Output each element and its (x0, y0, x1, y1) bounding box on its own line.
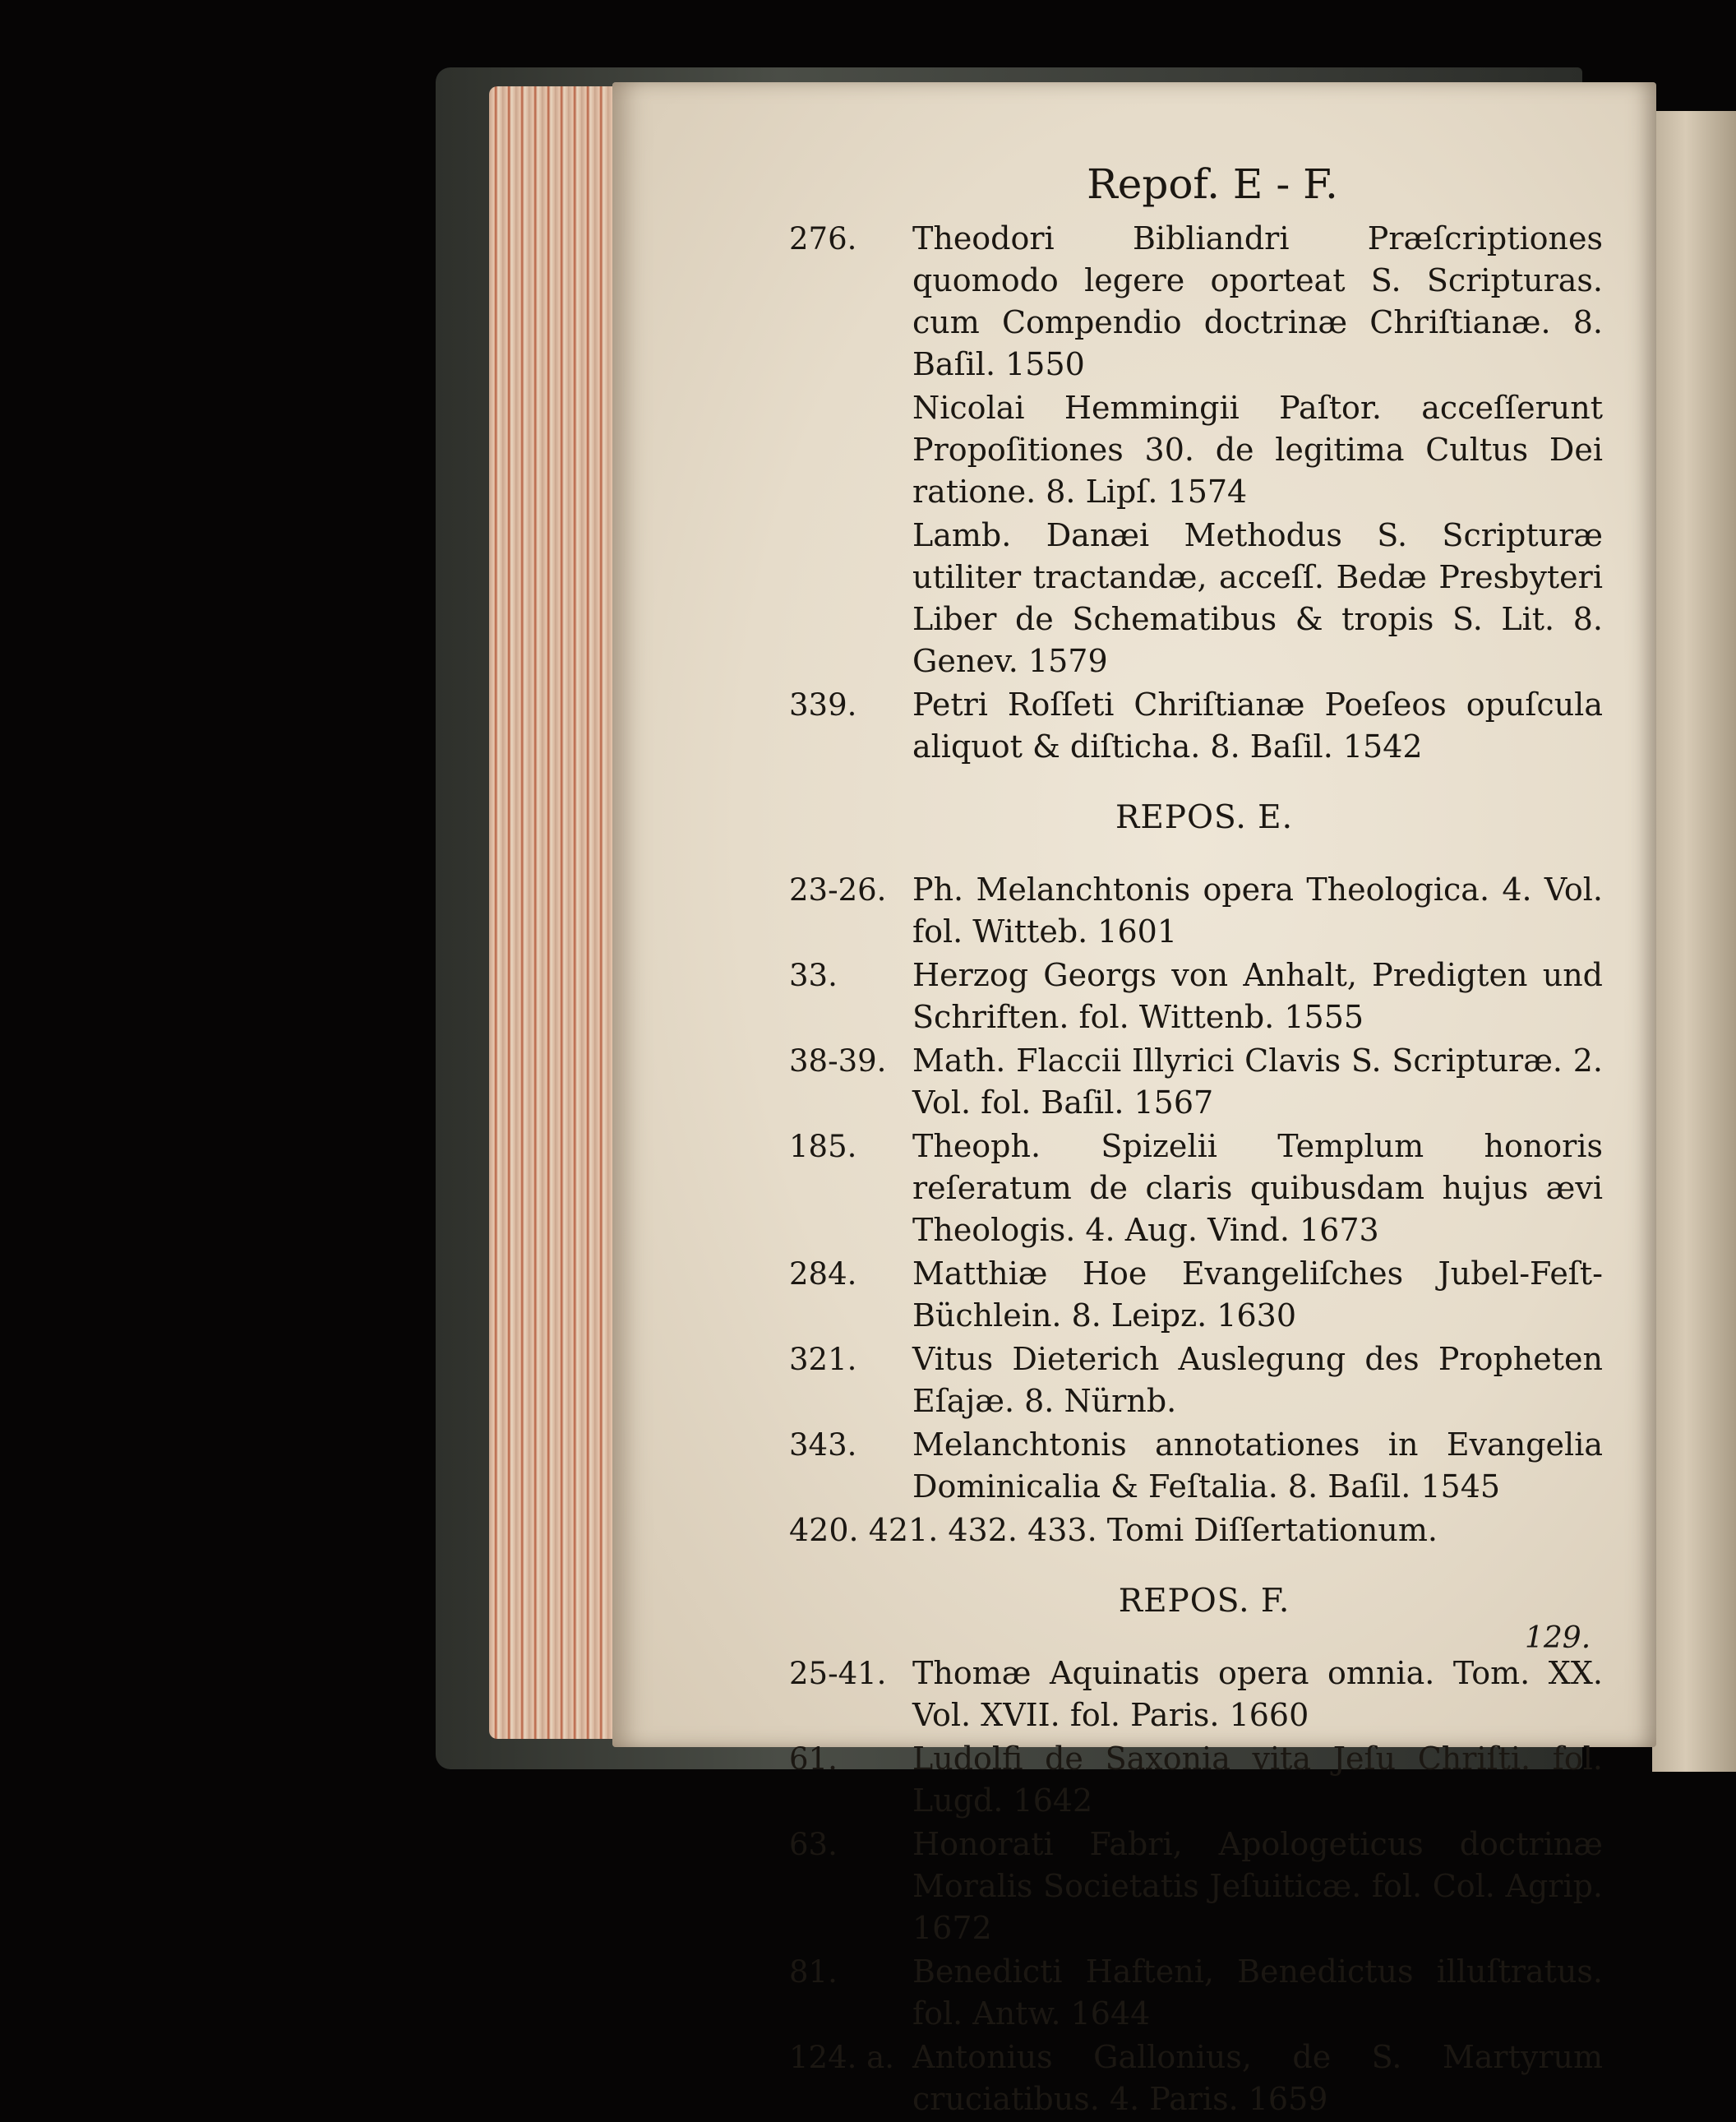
shelf-number: 124. a. (789, 2040, 894, 2075)
list-item (789, 387, 1603, 513)
shelf-number: 63. (789, 1827, 838, 1862)
running-header: Repof. E - F. (1087, 160, 1338, 208)
entry-text: Ph. Melanchtonis opera Theologica. 4. Vol. fol. Witteb. 1601 (912, 871, 1603, 950)
shelf-number: 81. (789, 1954, 838, 1990)
page-number: 129. (1525, 1621, 1591, 1655)
entry-text: Math. Flaccii Illyrici Clavis S. Scripturæ. 2. Vol. fol. Baſil. 1567 (912, 1043, 1603, 1121)
entry-text: Vitus Dieterich Auslegung des Propheten Eſajæ. 8. Nürnb. (912, 1341, 1603, 1419)
shelf-number: 25-41. (789, 1656, 887, 1691)
list-item (789, 1951, 1603, 2035)
list-item (789, 955, 1603, 1038)
list-item (789, 1338, 1603, 1422)
list-item-tail: 420. 421. 432. 433. Tomi Diſſertationum. (789, 1512, 1438, 1548)
shelf-number: 38-39. (789, 1043, 887, 1079)
entry-text: Theoph. Spizelii Templum honoris reſeratum de claris quibusdam hujus ævi Theologis. 4. Aug. Vind. 1673 (912, 1128, 1603, 1248)
entry-text: Ludolfi de Saxonia vita Jeſu Chriſti. fol. Lugd. 1642 (912, 1741, 1603, 1819)
entry-text: Antonius Gallonius, de S. Martyrum cruciatibus. 4. Paris. 1659 (912, 2039, 1603, 2117)
section-repos-e (789, 799, 1603, 1551)
entry-text: Nicolai Hemmingii Paſtor. acceſſerunt Propoſitiones 30. de legitima Cultus Dei ratione. 8. Lipſ. 1574 (912, 390, 1603, 510)
shelf-number: 284. (789, 1256, 857, 1292)
shelf-number: 61. (789, 1741, 838, 1777)
entry-text: Theodori Bibliandri Præſcriptiones quomodo legere oporteat S. Scripturas. cum Compendio doctrinæ Chriſtianæ. 8. Baſil. 1550 (912, 220, 1603, 382)
entry-text: Matthiæ Hoe Evangeliſches Jubel-Feſt-Büchlein. 8. Leipz. 1630 (912, 1255, 1603, 1334)
list-item (789, 1424, 1603, 1508)
list-item (789, 1738, 1603, 1822)
facing-page-edge (1652, 111, 1736, 1772)
entry-text: Benedicti Hafteni, Benedictus illuſtratus. fol. Antw. 1644 (912, 1953, 1603, 2032)
list-item (789, 1253, 1603, 1337)
page-edges (489, 86, 621, 1739)
list-item (789, 1824, 1603, 1949)
list-item (789, 684, 1603, 768)
shelf-number: 33. (789, 958, 838, 993)
shelf-number: 321. (789, 1342, 857, 1377)
list-item (789, 2036, 1603, 2120)
shelf-number: 276. (789, 221, 857, 257)
section-title: REPOS. F. (1118, 1583, 1290, 1620)
list-item (789, 1126, 1603, 1251)
list-item (789, 1040, 1603, 1124)
entry-text: Herzog Georgs von Anhalt, Predigten und Schriften. fol. Wittenb. 1555 (912, 957, 1603, 1035)
shelf-number: 23-26. (789, 872, 887, 908)
shelf-number: 339. (789, 687, 857, 723)
section-intro (789, 218, 1603, 768)
list-item (789, 1653, 1603, 1736)
shelf-number: 185. (789, 1129, 857, 1164)
list-item (789, 218, 1603, 386)
page-text (789, 160, 1603, 2122)
section-repos-f (789, 1583, 1603, 2120)
list-item (789, 515, 1603, 682)
entry-text: Melanchtonis annotationes in Evangelia Dominicalia & Feſtalia. 8. Baſil. 1545 (912, 1426, 1603, 1505)
shelf-number: 343. (789, 1427, 857, 1463)
entry-text: Petri Roſſeti Chriſtianæ Poeſeos opuſcula aliquot & diſticha. 8. Baſil. 1542 (912, 687, 1603, 765)
list-item (789, 869, 1603, 953)
entry-text: Thomæ Aquinatis opera omnia. Tom. XX. Vol. XVII. fol. Paris. 1660 (912, 1655, 1603, 1733)
section-title: REPOS. E. (1115, 799, 1294, 836)
entry-text: Honorati Fabri, Apologeticus doctrinæ Moralis Societatis Jeſuiticæ. fol. Col. Agrip. 1672 (912, 1826, 1603, 1946)
entry-text: Lamb. Danæi Methodus S. Scripturæ utiliter tractandæ, acceſſ. Bedæ Presbyteri Liber de Schematibus & tropis S. Lit. 8. Genev. 1579 (912, 517, 1603, 679)
